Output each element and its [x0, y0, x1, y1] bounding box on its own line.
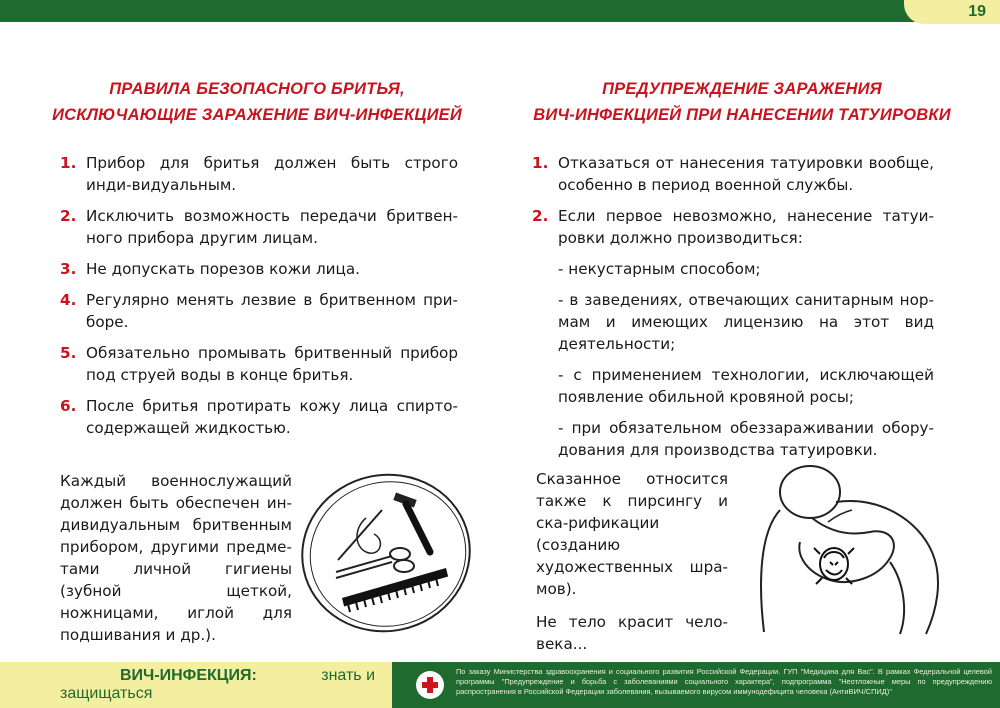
item-text: Регулярно менять лезвие в бритвенном при-боре. — [86, 291, 458, 331]
footer-note: По заказу Министерства здравоохранения и социального развития Российской Федерации. ГУП "Медицина для Вас". В рамках Федеральной целевой программы "Предупреждение и борьба с заболеваниями социального характера", подпрограмма "Неотложные меры по предупреждению распространения в Российской Федерации заболевания, вызываемого вирусом иммунодефицита человека (АнтиВИЧ/СПИД)" — [456, 667, 992, 696]
sub-item: - при обязательном обеззараживании обору-дования для производства татуировки. — [558, 419, 934, 459]
item-number: 1. — [532, 154, 549, 172]
sub-item: - с применением технологии, исключающей появление обильной кровяной росы; — [558, 366, 934, 406]
right-heading-line1: ПРЕДУПРЕЖДЕНИЕ ЗАРАЖЕНИЯ — [602, 80, 882, 98]
top-band — [0, 0, 1000, 22]
item-text: Прибор для бритья должен быть строго инди-видуальным. — [86, 154, 458, 194]
footer-title-box — [0, 662, 392, 708]
sub-item: - некустарным способом; — [558, 260, 761, 278]
item-number: 5. — [60, 344, 77, 362]
list-item — [532, 205, 934, 249]
list-item — [532, 152, 934, 196]
right-heading — [522, 76, 962, 128]
item-number: 4. — [60, 291, 77, 309]
page-number: 19 — [968, 3, 986, 20]
shaving-rules-list — [60, 152, 458, 448]
needle-icon — [338, 510, 382, 560]
item-number: 1. — [60, 154, 77, 172]
item-text: Не допускать порезов кожи лица. — [86, 260, 361, 278]
left-note — [60, 470, 292, 657]
list-item — [60, 205, 458, 249]
shaving-kit-illustration — [296, 468, 476, 638]
red-cross-emblem-icon — [416, 671, 444, 699]
item-number: 2. — [60, 207, 77, 225]
item-number: 6. — [60, 397, 77, 415]
tattoo-icon — [814, 548, 854, 584]
item-text: Отказаться от нанесения татуировки вообще, особенно в период военной службы. — [558, 154, 934, 194]
page-number-tab — [904, 0, 1000, 24]
footer — [0, 662, 1000, 708]
list-item — [60, 342, 458, 386]
left-heading-line2: ИСКЛЮЧАЮЩИЕ ЗАРАЖЕНИЕ ВИЧ-ИНФЕКЦИЕЙ — [52, 106, 462, 124]
comb-icon — [342, 568, 448, 612]
left-heading-line1: ПРАВИЛА БЕЗОПАСНОГО БРИТЬЯ, — [109, 80, 405, 98]
tattooed-man-illustration — [740, 462, 960, 642]
item-number: 3. — [60, 260, 77, 278]
footer-title — [60, 667, 392, 703]
right-note-text: Сказанное относится также к пирсингу и ска-рификации (созданию художественных шра-мов). — [536, 470, 728, 598]
tattoo-rules-list — [532, 152, 934, 470]
list-item — [60, 395, 458, 439]
list-item — [60, 289, 458, 333]
right-note — [536, 468, 728, 666]
footer-title-bold: ВИЧ-ИНФЕКЦИЯ: — [120, 667, 257, 684]
footer-info-box — [392, 662, 1000, 708]
right-heading-line2: ВИЧ-ИНФЕКЦИЕЙ ПРИ НАНЕСЕНИИ ТАТУИРОВКИ — [533, 106, 951, 124]
item-text: После бритья протирать кожу лица спирто-содержащей жидкостью. — [86, 397, 458, 437]
razor-icon — [393, 492, 430, 552]
footer-title-rest: знать и защищаться — [60, 667, 376, 702]
left-heading — [42, 76, 472, 128]
item-number: 2. — [532, 207, 549, 225]
sub-item: - в заведениях, отвечающих санитарным нор-мам и имеющих лицензию на этот вид деятельности; — [558, 291, 934, 353]
item-text: Если первое невозможно, нанесение татуи-ровки должно производиться: — [558, 207, 934, 247]
right-note-quote: Не тело красит чело-века... — [536, 613, 728, 653]
item-text: Обязательно промывать бритвенный прибор под струей воды в конце бритья. — [86, 344, 458, 384]
list-item — [60, 152, 458, 196]
left-note-text: Каждый военнослужащий должен быть обеспечен ин-дивидуальным бритвенным прибором, другими предме-тами личной гигиены (зубной щеткой, ножницами, иглой для подшивания и др.). — [60, 472, 292, 644]
item-text: Исключить возможность передачи бритвен-ного прибора другим лицам. — [86, 207, 458, 247]
list-item — [60, 258, 458, 280]
